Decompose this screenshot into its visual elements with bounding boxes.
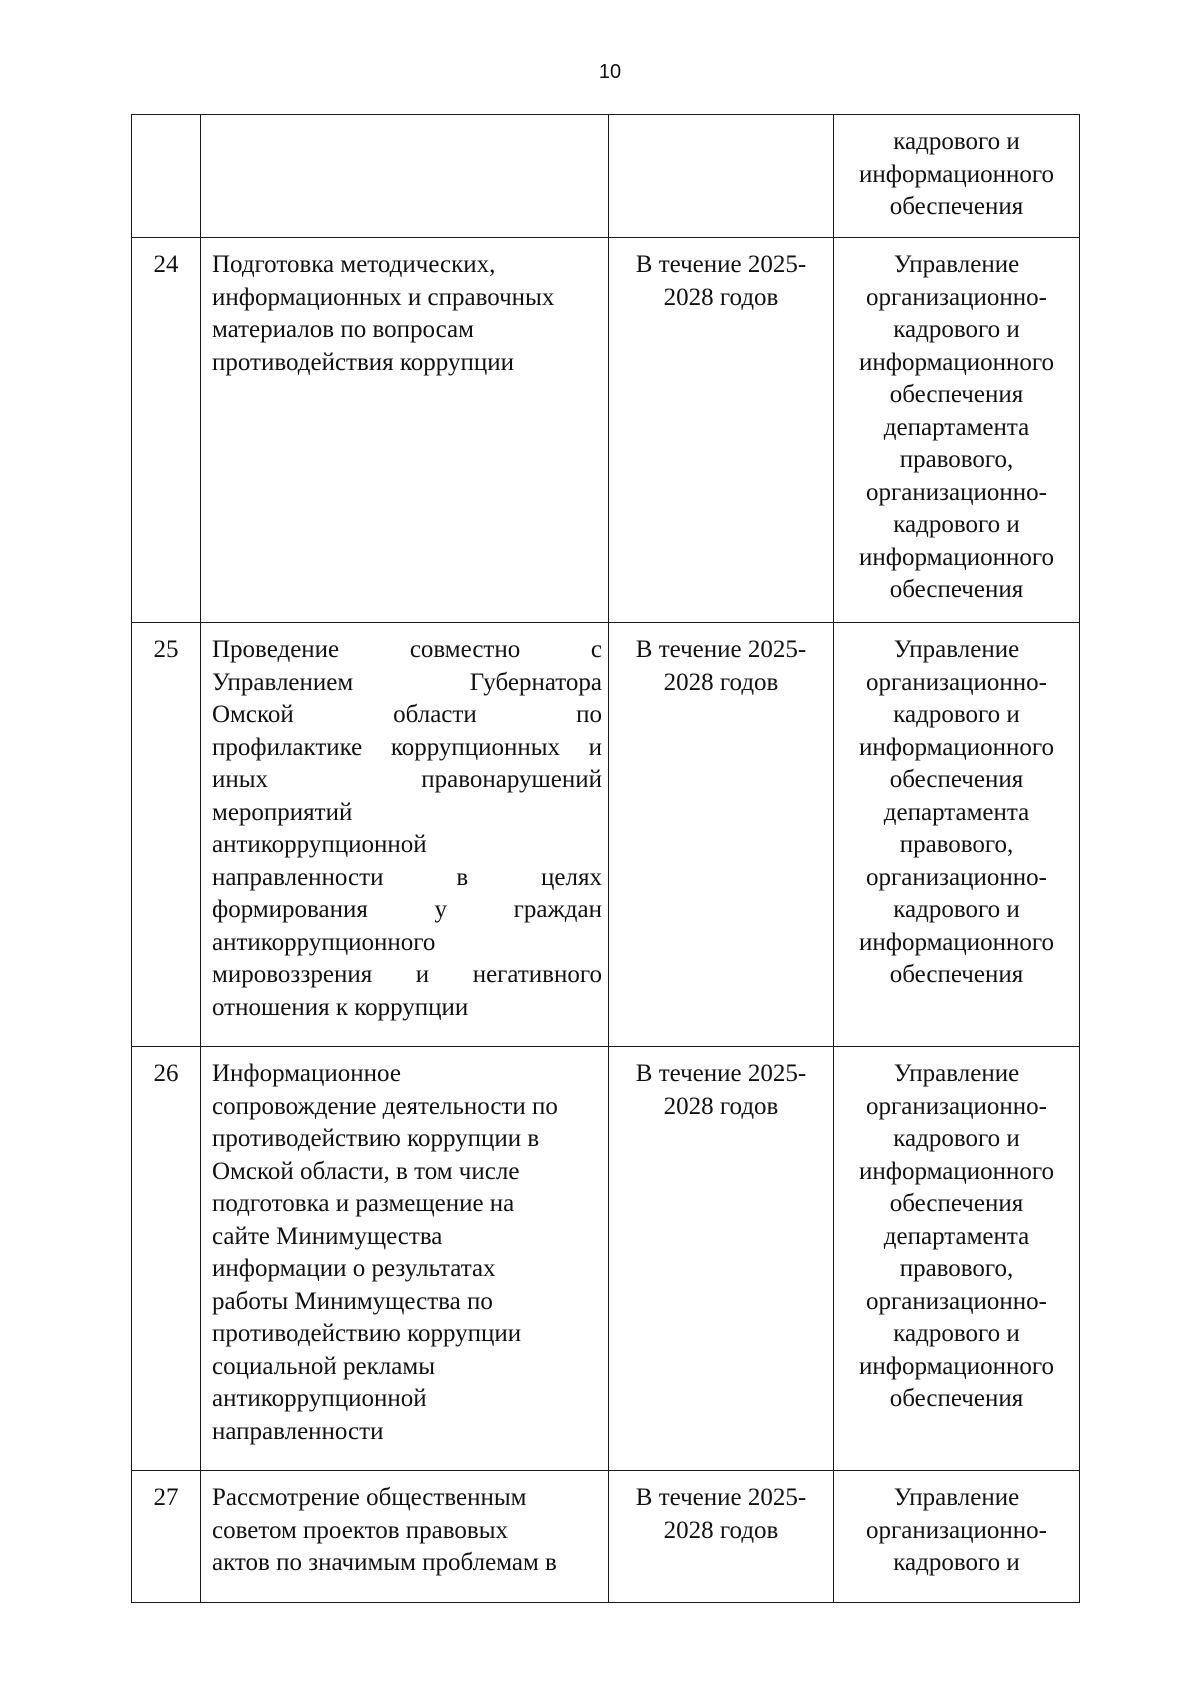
- term-cell: [609, 1047, 834, 1471]
- responsible-line: информационного: [859, 1157, 1054, 1185]
- row-number-cell: 27: [132, 1471, 201, 1603]
- responsible-line: организационно-: [866, 668, 1047, 696]
- row-number-cell: 25: [132, 623, 201, 1047]
- row-number-cell: [132, 115, 201, 238]
- activity-cell: [201, 1471, 609, 1603]
- responsible-line: кадрового и: [893, 316, 1020, 343]
- activity-cell: [201, 238, 609, 623]
- responsible-line: департамента: [883, 798, 1030, 826]
- activity-line: мероприятий: [212, 798, 353, 826]
- term-line: 2028 годов: [663, 283, 779, 311]
- responsible-line: информационного: [859, 1352, 1054, 1380]
- activity-cell: [201, 623, 609, 1047]
- responsible-line: кадрового и: [893, 1320, 1020, 1347]
- activity-line: противодействию коррупции в: [212, 1125, 540, 1152]
- table-row: [132, 1047, 1080, 1471]
- activity-cell: [201, 115, 609, 238]
- term-line: В течение 2025-: [635, 1060, 807, 1087]
- responsible-line: обеспечения: [889, 766, 1024, 793]
- activity-line: противодействия коррупции: [212, 348, 514, 376]
- activity-line: советом проектов правовых: [212, 1516, 508, 1544]
- activity-line: Омской области по: [212, 701, 602, 728]
- term-cell: [609, 238, 834, 623]
- activity-line: сайте Минимущества: [212, 1222, 443, 1250]
- responsible-line: информационного: [859, 160, 1054, 188]
- activity-cell: [201, 1047, 609, 1471]
- activity-line: профилактике коррупционных и: [212, 733, 602, 761]
- term-line: 2028 годов: [663, 1516, 779, 1544]
- responsible-line: кадрового и: [893, 896, 1020, 923]
- responsible-line: кадрового и: [893, 128, 1020, 155]
- responsible-line: департамента: [883, 413, 1030, 441]
- page-number: 10: [598, 61, 622, 83]
- activity-line: иных правонарушений: [212, 766, 602, 793]
- responsible-line: организационно-: [866, 1287, 1047, 1315]
- activity-line: подготовка и размещение на: [212, 1190, 515, 1217]
- responsible-line: правового,: [899, 1255, 1014, 1282]
- responsible-line: обеспечения: [889, 381, 1024, 408]
- responsible-line: правового,: [899, 831, 1014, 858]
- activity-line: Подготовка методических,: [212, 251, 496, 278]
- responsible-line: организационно-: [866, 1092, 1047, 1120]
- term-line: 2028 годов: [663, 668, 779, 696]
- responsible-line: кадрового и: [893, 701, 1020, 728]
- responsible-line: информационного: [859, 543, 1054, 571]
- activity-line: антикоррупционной: [212, 831, 427, 858]
- term-cell: [609, 623, 834, 1047]
- activity-line: отношения к коррупции: [212, 993, 469, 1021]
- activity-line: Информационное: [212, 1060, 401, 1087]
- activity-line: Управлением Губернатора: [212, 668, 602, 696]
- responsible-line: кадрового и: [893, 1549, 1020, 1576]
- responsible-line: департамента: [883, 1222, 1030, 1250]
- responsible-line: Управление: [893, 251, 1020, 278]
- term-cell: [609, 1471, 834, 1603]
- activity-line: Омской области, в том числе: [212, 1157, 520, 1185]
- activity-line: информационных и справочных: [212, 283, 555, 311]
- responsible-cell: [834, 623, 1080, 1047]
- table-row-continued: [132, 115, 1080, 238]
- activities-table: [131, 114, 1080, 1603]
- activity-line: антикоррупционной: [212, 1385, 427, 1412]
- term-cell: [609, 115, 834, 238]
- table-row: [132, 238, 1080, 623]
- responsible-cell: [834, 115, 1080, 238]
- responsible-line: правового,: [899, 446, 1014, 473]
- term-line: В течение 2025-: [635, 1484, 807, 1511]
- activity-line: работы Минимущества по: [212, 1287, 493, 1315]
- responsible-line: обеспечения: [889, 193, 1024, 220]
- responsible-line: обеспечения: [889, 1385, 1024, 1412]
- term-line: В течение 2025-: [635, 251, 807, 278]
- activity-line: Рассмотрение общественным: [212, 1484, 527, 1511]
- activity-line: формирования у граждан: [212, 896, 602, 923]
- activity-line: мировоззрения и негативного: [212, 961, 602, 988]
- activity-line: направленности в целях: [212, 863, 602, 891]
- activity-line: информации о результатах: [212, 1255, 496, 1282]
- responsible-cell: [834, 238, 1080, 623]
- activity-line: социальной рекламы: [212, 1352, 435, 1380]
- responsible-line: обеспечения: [889, 961, 1024, 988]
- responsible-line: информационного: [859, 928, 1054, 956]
- row-number-cell: 26: [132, 1047, 201, 1471]
- term-line: В течение 2025-: [635, 636, 807, 663]
- responsible-line: организационно-: [866, 1516, 1047, 1544]
- activity-line: Проведение совместно с: [212, 636, 602, 663]
- term-line: 2028 годов: [663, 1092, 779, 1120]
- activity-line: сопровождение деятельности по: [212, 1092, 558, 1120]
- activity-line: противодействию коррупции: [212, 1320, 522, 1347]
- responsible-line: Управление: [893, 636, 1020, 663]
- responsible-line: информационного: [859, 348, 1054, 376]
- row-number-cell: 24: [132, 238, 201, 623]
- activity-line: актов по значимым проблемам в: [212, 1549, 557, 1576]
- responsible-line: организационно-: [866, 478, 1047, 506]
- responsible-cell: [834, 1471, 1080, 1603]
- responsible-line: Управление: [893, 1484, 1020, 1511]
- responsible-line: Управление: [893, 1060, 1020, 1087]
- responsible-line: кадрового и: [893, 1125, 1020, 1152]
- responsible-line: организационно-: [866, 283, 1047, 311]
- table-row: [132, 1471, 1080, 1603]
- table-body: [132, 115, 1080, 1603]
- responsible-line: кадрового и: [893, 511, 1020, 538]
- activity-line: направленности: [212, 1417, 384, 1445]
- responsible-line: обеспечения: [889, 576, 1024, 603]
- responsible-line: организационно-: [866, 863, 1047, 891]
- activity-line: антикоррупционного: [212, 928, 436, 956]
- responsible-cell: [834, 1047, 1080, 1471]
- activity-line: материалов по вопросам: [212, 316, 474, 343]
- responsible-line: информационного: [859, 733, 1054, 761]
- table-row: [132, 623, 1080, 1047]
- responsible-line: обеспечения: [889, 1190, 1024, 1217]
